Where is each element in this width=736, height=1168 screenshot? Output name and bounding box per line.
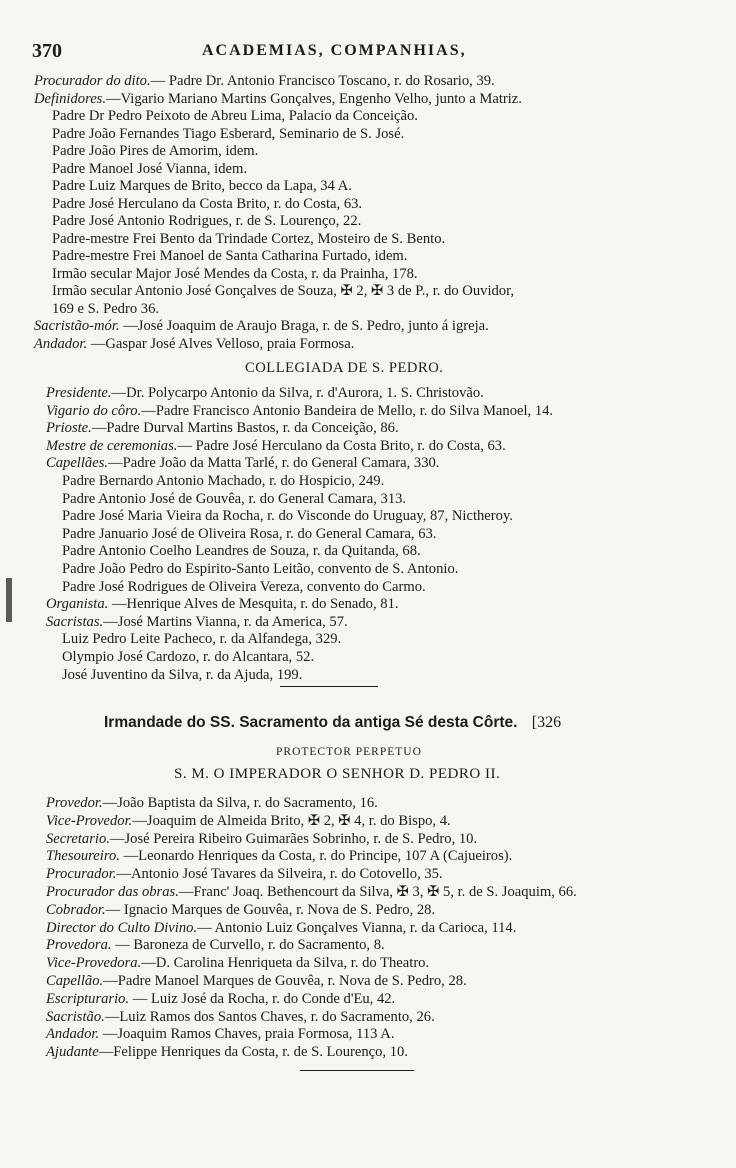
- irmandade-heading: [104, 714, 561, 732]
- entry-line: [62, 525, 436, 543]
- entry-text: —Antonio José Tavares da Silveira, r. do Cotovello, 35.: [116, 866, 443, 883]
- entry-role: Prioste.: [46, 420, 92, 437]
- entry-line: [46, 454, 439, 472]
- entry-line: [46, 595, 399, 613]
- entry-line: [52, 265, 418, 283]
- entry-line: [46, 919, 516, 937]
- entry-line: [52, 212, 361, 230]
- entry-text: Irmão secular Major José Mendes da Costa, r. da Prainha, 178.: [52, 265, 418, 282]
- entry-role: Provedor.: [46, 795, 103, 811]
- entry-line: [46, 1025, 394, 1043]
- collegiada-heading: COLLEGIADA DE S. PEDRO.: [245, 360, 444, 376]
- entry-line: [46, 794, 378, 812]
- entry-line: [46, 865, 443, 883]
- entry-text: — Padre Dr. Antonio Francisco Toscano, r. do Rosario, 39.: [150, 73, 495, 89]
- entry-role: Sacristão-mór.: [34, 318, 120, 334]
- entry-text: —Joaquim Ramos Chaves, praia Formosa, 113 A.: [99, 1026, 395, 1043]
- entry-line: [52, 247, 407, 265]
- entry-role: Definidores.: [34, 90, 107, 107]
- entry-role: Escripturario.: [46, 990, 130, 1007]
- entry-text: — Baroneza de Curvello, r. do Sacramento, 8.: [111, 937, 385, 954]
- entry-text: —Felippe Henriques da Costa, r. de S. Lourenço, 10.: [98, 1044, 408, 1061]
- entry-line: [52, 177, 352, 195]
- entry-line: [34, 90, 522, 108]
- entry-line: [46, 883, 577, 901]
- entry-role: Sacristão.: [46, 1008, 105, 1025]
- entry-text: —Henrique Alves de Mesquita, r. do Senado, 81.: [108, 596, 399, 613]
- entry-role: Procurador.: [46, 866, 117, 883]
- entry-line: [62, 507, 513, 525]
- entry-line: [46, 437, 506, 455]
- entry-text: Padre Antonio Coelho Leandres de Souza, r. da Quitanda, 68.: [62, 543, 421, 560]
- entry-text: —Padre Francisco Antonio Bandeira de Mello, r. do Silva Manoel, 14.: [141, 402, 554, 419]
- entry-line: [52, 230, 445, 248]
- entry-line: [46, 954, 429, 972]
- entry-text: —Luiz Ramos dos Santos Chaves, r. do Sacramento, 26.: [104, 1008, 435, 1025]
- entry-text: Olympio José Cardozo, r. do Alcantara, 52.: [62, 649, 315, 665]
- entry-line: [52, 142, 258, 160]
- entry-text: —Vigario Mariano Martins Gonçalves, Engenho Velho, junto a Matriz.: [106, 90, 522, 107]
- entry-line: [62, 578, 426, 596]
- entry-line: [52, 195, 362, 213]
- entry-text: —Padre Manoel Marques de Gouvêa, r. Nova de S. Pedro, 28.: [103, 973, 467, 989]
- entry-line: [46, 990, 395, 1008]
- entry-role: Provedora.: [46, 937, 112, 954]
- entry-line: [62, 648, 314, 666]
- protector-label: PROTECTOR PERPETUO: [276, 746, 422, 758]
- entry-text: —Joaquim de Almeida Brito, ✠ 2, ✠ 4, r. do Bispo, 4.: [132, 812, 451, 829]
- entry-line: [46, 901, 435, 919]
- entry-line: [52, 107, 418, 125]
- entry-text: Padre Manoel José Vianna, idem.: [52, 160, 248, 177]
- running-head: ACADEMIAS, COMPANHIAS,: [202, 42, 467, 59]
- entry-line: [34, 317, 489, 335]
- entry-role: Andador.: [34, 335, 88, 352]
- entry-text: — Ignacio Marques de Gouvêa, r. Nova de S. Pedro, 28.: [105, 901, 436, 918]
- entry-line: [46, 812, 451, 830]
- entry-role: Vice-Provedor.: [46, 812, 133, 829]
- entry-role: Mestre de ceremonias.: [46, 437, 178, 454]
- entry-role: Procurador das obras.: [46, 884, 179, 900]
- entry-line: [62, 560, 458, 578]
- entry-text: Padre João Pedro do Espirito-Santo Leitão, convento de S. Antonio.: [62, 561, 459, 577]
- entry-text: —João Baptista da Silva, r. do Sacramento, 16.: [102, 795, 378, 811]
- entry-text: —José Pereira Ribeiro Guimarães Sobrinho, r. de S. Pedro, 10.: [109, 830, 478, 847]
- entry-line: [52, 300, 159, 318]
- entry-text: Padre Luiz Marques de Brito, becco da Lapa, 34 A.: [52, 178, 352, 194]
- entry-role: Organista.: [46, 596, 109, 613]
- entry-role: Secretario.: [46, 830, 110, 847]
- entry-line: [46, 419, 399, 437]
- entry-text: Padre-mestre Frei Manoel de Santa Catharina Furtado, idem.: [52, 248, 408, 264]
- entry-line: [46, 972, 467, 990]
- entry-role: Cobrador.: [46, 901, 106, 918]
- entry-role: Thesoureiro.: [46, 848, 120, 865]
- entry-role: Director do Culto Divino.: [46, 919, 198, 936]
- entry-role: Vigario do côro.: [46, 402, 142, 419]
- entry-text: — Antonio Luiz Gonçalves Vianna, r. da Carioca, 114.: [197, 919, 517, 936]
- entry-line: [46, 1008, 435, 1026]
- entry-line: [46, 830, 477, 848]
- entry-text: —Franc' Joaq. Bethencourt da Silva, ✠ 3, ✠ 5, r. de S. Joaquim, 66.: [178, 884, 577, 900]
- entry-line: [62, 630, 341, 648]
- end-divider: [300, 1070, 414, 1071]
- entry-line: [46, 384, 484, 402]
- entry-text: —José Joaquim de Araujo Braga, r. de S. Pedro, junto á igreja.: [119, 318, 489, 334]
- entry-text: Padre Bernardo Antonio Machado, r. do Hospicio, 249.: [62, 473, 385, 489]
- entry-line: [62, 542, 421, 560]
- entry-text: Irmão secular Antonio José Gonçalves de Souza, ✠ 2, ✠ 3 de P., r. do Ouvidor,: [52, 283, 515, 299]
- entry-text: Padre José Maria Vieira da Rocha, r. do Visconde do Uruguay, 87, Nictheroy.: [62, 508, 513, 525]
- entry-role: Procurador do dito.: [34, 73, 151, 89]
- entry-text: Padre Dr Pedro Peixoto de Abreu Lima, Palacio da Conceição.: [52, 108, 418, 124]
- entry-text: Padre José Antonio Rodrigues, r. de S. Lourenço, 22.: [52, 213, 362, 229]
- irmandade-ref-number: [326: [531, 714, 562, 731]
- entry-role: Ajudante: [46, 1044, 99, 1061]
- entry-role: Capellão.: [46, 973, 104, 989]
- entry-line: [62, 666, 302, 684]
- entry-text: Padre José Rodrigues de Oliveira Vereza, convento do Carmo.: [62, 578, 426, 595]
- entry-text: —Padre João da Matta Tarlé, r. do General Camara, 330.: [108, 455, 440, 472]
- entry-role: Andador.: [46, 1026, 100, 1043]
- margin-ink-mark: [6, 578, 12, 622]
- entry-line: [62, 472, 384, 490]
- entry-text: —Leonardo Henriques da Costa, r. do Principe, 107 A (Cajueiros).: [119, 848, 513, 865]
- entry-text: —José Martins Vianna, r. da America, 57.: [103, 613, 348, 630]
- entry-text: — Padre José Herculano da Costa Brito, r. do Costa, 63.: [177, 437, 506, 454]
- entry-role: Vice-Provedora.: [46, 955, 142, 972]
- entry-role: Capellães.: [46, 455, 109, 472]
- entry-text: Luiz Pedro Leite Pacheco, r. da Alfandega, 329.: [62, 631, 342, 648]
- entry-line: [46, 613, 348, 631]
- entry-role: Sacristas.: [46, 613, 104, 630]
- entry-text: José Juventino da Silva, r. da Ajuda, 199.: [62, 666, 303, 683]
- entry-line: [46, 1043, 408, 1061]
- entry-text: —Gaspar José Alves Velloso, praia Formosa.: [87, 335, 355, 352]
- entry-line: [52, 160, 247, 178]
- entry-text: Padre Januario José de Oliveira Rosa, r. do General Camara, 63.: [62, 525, 437, 542]
- entry-line: [62, 490, 406, 508]
- entry-text: Padre João Fernandes Tiago Esberard, Seminario de S. José.: [52, 125, 405, 142]
- page-header: [32, 40, 672, 66]
- entry-line: [34, 335, 354, 353]
- entry-text: Padre João Pires de Amorim, idem.: [52, 143, 259, 159]
- entry-text: Padre Antonio José de Gouvêa, r. do General Camara, 313.: [62, 490, 407, 507]
- page-number: 370: [32, 40, 62, 62]
- section-divider: [280, 686, 378, 687]
- entry-line: [52, 125, 404, 143]
- entry-line: [46, 847, 512, 865]
- entry-text: —Padre Durval Martins Bastos, r. da Conceição, 86.: [91, 420, 399, 437]
- entry-line: [46, 402, 553, 420]
- protector-name: S. M. O IMPERADOR O SENHOR D. PEDRO II.: [174, 766, 501, 782]
- entry-text: —Dr. Polycarpo Antonio da Silva, r. d'Aurora, 1. S. Christovão.: [111, 385, 484, 401]
- entry-line: [52, 282, 514, 300]
- entry-text: 169 e S. Pedro 36.: [52, 300, 160, 317]
- entry-text: —D. Carolina Henriqueta da Silva, r. do Theatro.: [141, 955, 430, 972]
- entry-line: [46, 936, 385, 954]
- entry-text: Padre-mestre Frei Bento da Trindade Cortez, Mosteiro de S. Bento.: [52, 230, 446, 247]
- entry-line: [34, 72, 495, 90]
- entry-text: Padre José Herculano da Costa Brito, r. do Costa, 63.: [52, 195, 363, 212]
- entry-text: — Luiz José da Rocha, r. do Conde d'Eu, 42.: [129, 990, 396, 1007]
- entry-role: Presidente.: [46, 385, 112, 401]
- irmandade-title: Irmandade do SS. Sacramento da antiga Sé desta Côrte.: [104, 714, 518, 731]
